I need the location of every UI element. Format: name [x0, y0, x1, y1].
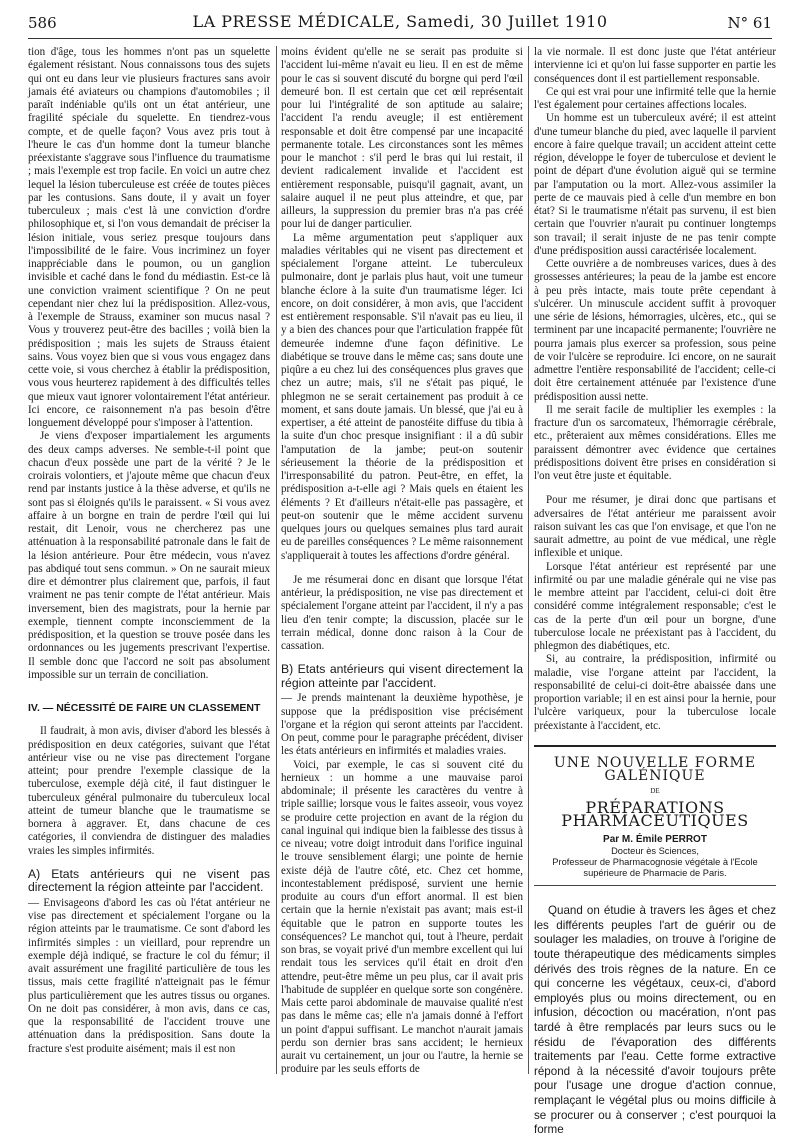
- article-separator: [534, 745, 776, 747]
- page-number: 586: [28, 14, 57, 32]
- paragraph: La même argumentation peut s'appliquer aux maladies véritables qui ne visent pas directement et spécialement l'organe atteint. Le tuberculeux pulmonaire, dont je parlais plus haut, voit une tumeur blanche éclore à la suite d'un traumatisme léger. Ici encore, on doit considérer, à mon avis, que l'accident est entièrement responsable. S'il n'avait pas eu lieu, il y a bien des chances pour que l'articulation frappée fût demeurée indemne d'une façon définitive. Le diabétique se trouve dans le même cas; sans doute une piqûre a eu chez lui des conséquences plus graves que chez un autre; mais, s'il ne s'était pas piqué, le phlegmon ne se serait certainement pas produit à ce moment, et sans doute jamais. Un blessé, que j'ai eu à expertiser, a été atteint de panostéite diffuse du tibia à la suite d'un choc presque insignifiant : il a dû subir l'amputation de la jambe; peut-on soutenir sérieusement la théorie de la prédisposition et l'irresponsabilité du patron. Peut-être, en effet, la prédisposition a-t-elle agi ? Mais quels en étaient les éléments ? Et d'ailleurs n'était-elle pas passagère, et peut-on soutenir que le même accident survenu quelques jours ou quelques semaines plus tard aurait eu de pareilles conséquences ? Le même raisonnement s'appliquerait à toutes les affections d'ordre général.: [281, 231, 523, 562]
- section-heading: IV. — NÉCESSITÉ DE FAIRE UN CLASSEMENT: [28, 702, 261, 714]
- paragraph: Je viens d'exposer impartialement les arguments des deux camps adverses. Ne semble-t-il point que chacun d'eux possède une part de la vérité ? Je le croirais volontiers, et j'ajoute même que chacun d'eux rend par instants justice à la thèse adverse, et qu'ils ne sont pas si éloignés qu'ils le paraissent. « Si vous avez affaire à un borgne en train de perdre l'œil qui lui restait, dit Lenoir, vous ne chercherez pas une atténuation à la responsabilité patronale dans le fait de la lésion antérieure. Pour être médecin, vous n'avez pas abdiqué tout sens commun. » On ne saurait mieux dire et démontrer plus clairement que, parfois, il faut vraiment ne pas tenir compte de l'état antérieur. Mais inversement, bien des magistrats, pour la hernie par exemple, tiennent compte inconsciemment de la prédisposition, et la question se trouve posée dans les ordonnances ou les jugements prescrivant l'expertise. Il semble donc que l'accord ne soit pas absolument impossible sur un terrain de conciliation.: [28, 430, 270, 681]
- paragraph: Ce qui est vrai pour une infirmité telle que la hernie l'est également pour certaines affections locales.: [534, 85, 776, 111]
- paragraph: la vie normale. Il est donc juste que l'état antérieur intervienne ici et qu'on lui fasse supporter en partie les conséquences dont il est partiellement responsable.: [534, 46, 776, 85]
- paragraph: moins évident qu'elle ne se serait pas produite si l'accident lui-même n'avait eu lieu. Il en est de même pour le cas si souvent discuté du borgne qui perd l'œil demeuré bon. Il est certain que cet œil représentait pour lui l'intégralité de son aptitude au salaire; l'accident l'a rendu aveugle; il est entièrement responsable et doit être compensé par une incapacité permanente totale. Les circonstances sont les mêmes pour le manchot : s'il perd le bras qui lui restait, il devient radicalement invalide et l'accident est entièrement responsable, puisqu'il gagnait, avant, un salaire auquel il ne peut plus atteindre, et que, par ailleurs, la suppression du premier bras n'a pas créé pour lui de danger particulier.: [281, 46, 523, 231]
- column-2: [281, 46, 523, 1077]
- article-title-line-2: PRÉPARATIONS PHARMACEUTIQUES: [561, 797, 749, 830]
- column-1: [28, 46, 270, 1056]
- issue-date: Samedi, 30 Juillet 1910: [406, 12, 608, 31]
- paragraph: tion d'âge, tous les hommes n'ont pas un squelette également résistant. Nous connaissons tous des sujets qui ont eu dans leur vie plusieurs fractures sans avoir jamais été aviateurs ou champions d'automobiles ; il paraît indéniable qu'ils ont un état antérieur, une fragilité spéciale du squelette. En tiendrez-vous compte, et de quelle façon? Vous avez pris tout à l'heure le cas d'un homme dont la tumeur blanche préexistante s'aggrave sous l'influence du traumatisme ; mais l'exemple est trop facile. En voici un autre chez lequel la lésion tuberculeuse est créée de toutes pièces par les contusions. Sans doute, il y avait un foyer tuberculeux ; mais c'est là une conviction d'ordre philosophique et, si l'on vous demandait de préciser la lésion initiale, vous seriez presque toujours dans l'impossibilité de le faire. Vous incriminez un foyer inappréciable dans le poumon, ou un ganglion invisible et caché dans le fond du médiastin. Est-ce là une conviction vraiment scientifique ? On ne peut cependant nier chez lui la prédisposition. Allez-vous, à l'exemple de Strauss, examiner son mucus nasal ? Vous y trouverez peut-être des bacilles ; voilà bien la prédisposition ; mais les sujets de Strauss étaient sains. Vous voyez bien que si vous vous engagez dans cette voie, si vous cherchez à établir la prédisposition, vous vous heurterez rapidement à des difficultés telles que mieux vaut ignorer volontairement l'état antérieur. Ici encore, ce raisonnement n'a pas besoin d'être longuement développé pour s'imposer à l'attention.: [28, 46, 270, 429]
- paragraph: Cette ouvrière a de nombreuses varices, dues à des grossesses antérieures; la peau de la jambe est encore à peu près intacte, mais toute prête cependant à s'ulcérer. Un minuscule accident suffit à provoquer une série de lésions, hémorragies, ulcères, etc., qui se terminent par une incapacité permanente; l'ouvrière ne pourra jamais plus exercer sa profession, sous peine de voir l'ulcère se reproduire. Ici encore, on ne saurait admettre l'entière responsabilité de l'accident; celle-ci doit être certainement atténuée par l'existence d'une prédisposition aussi nette.: [534, 258, 776, 403]
- paragraph: — Envisageons d'abord les cas où l'état antérieur ne vise pas directement et spécialement l'organe ou la région atteints par le traumatisme. Ce sont d'abord les infirmités simples : un vieillard, pour reprendre un exemple déjà indiqué, se fracture le col du fémur; il avait assurément une fragilité particulière de tous les tissus, mais cette fragilité n'atteignait pas le fémur plus particulièrement que les autres tissus ou organes. On ne doit pas considérer, à mon avis, dans ce cas, que la responsabilité de l'accident trouve une atténuation dans la prédisposition. Sans doute la fracture s'est produite aisément; mais il est non: [28, 896, 270, 1055]
- author-degree: Docteur ès Sciences,: [611, 846, 699, 857]
- subsection-title: B) Etats antérieurs qui visent directement la région atteinte par l'accident.: [281, 662, 523, 690]
- column-3: [534, 46, 776, 1138]
- journal-name: LA PRESSE MÉDICALE,: [192, 12, 401, 31]
- paragraph: Lorsque l'état antérieur est représenté par une infirmité ou par une maladie générale qui ne vise pas le membre atteint par l'accident, celui-ci doit être considéré comme intégralement responsable; c'est le cas de la perte d'un œil pour un borgne, d'une tuberculose locale ne préexistant pas à l'accident, du phlegmon des diabétiques, etc.: [534, 560, 776, 652]
- article-body: [534, 904, 776, 1138]
- article-title-rule: [534, 885, 776, 886]
- paragraph: Il me serait facile de multiplier les exemples : la fracture d'un os sarcomateux, l'hémorragie cérébrale, etc., prêteraient aux mêmes considérations. Elles me paraissent démontrer avec évidence que certaines prédispositions doivent être prises en considération si l'on veut être juste et équitable.: [534, 403, 776, 482]
- paragraph: Je me résumerai donc en disant que lorsque l'état antérieur, la prédisposition, ne vise pas directement et spécialement l'organe atteint par l'accident, il n'y a pas lieu d'en tenir compte; la discussion, placée sur le terrain médical, donne donc raison à la Cour de cassation.: [281, 573, 523, 652]
- article-author: Par M. Émile PERROT: [603, 834, 707, 845]
- paragraph: Quand on étudie à travers les âges et chez les différents peuples l'art de guérir ou de soulager les maladies, on trouve à l'origine de toute thérapeutique des médicaments simples dérivés des trois règnes de la nature. En ce qui concerne les végétaux, ceux-ci, d'abord employés plus ou moins directement, ou en infusion, décoction ou macération, n'ont pas tardé à être remplacés par leurs sucs ou le résidu de l'évaporation des différents traitements par l'eau. Cette forme extractive répond à la nécessité d'avoir toujours prête pour l'usage une drogue d'action connue, remplaçant le végétal plus ou moins difficile à se procurer ou à conserver ; c'est pourquoi la forme: [534, 904, 776, 1137]
- running-head: [28, 12, 772, 31]
- page-header: [28, 10, 772, 39]
- author-affiliation: Professeur de Pharmacognosie végétale à l'Ecole supérieure de Pharmacie de Paris.: [552, 857, 758, 879]
- paragraph: — Je prends maintenant la deuxième hypothèse, je suppose que la prédisposition vise précisément l'organe et la région qui seront atteints par l'accident. On peut, comme pour le paragraphe précédent, diviser les états antérieurs en infirmités et maladies vraies.: [281, 692, 523, 758]
- paragraph: Voici, par exemple, le cas si souvent cité du hernieux : un homme a une mauvaise paroi abdominale; il présente les caractères du ventre à triple saillie; lorsque vous le faites asseoir, vous voyez se produire cette projection en avant de la région du canal inguinal qui indique bien la faiblesse des tissus à ce niveau; votre doigt introduit dans l'orifice inguinal le trouve sensiblement élargi; une pointe de hernie existe déjà de l'autre côté, etc. Chez cet homme, incontestablement prédisposé, survient une hernie produite au cours d'un effort anormal. Il est bien certain que la hernie n'existait pas avant; mais est-il équitable que le patron en supporte toutes les conséquences? Le manchot qui, tout à l'heure, perdait son bras, se voyait privé d'un membre excellent qui lui rendait tous les services qu'il était en droit d'en attendre, peut-être même un peu plus, car il avait pris l'habitude de suppléer en quelque sorte son congénère. Mais cette paroi abdominale de mauvaise qualité n'est pas dans le même cas; elle n'a jamais donné à l'effort un point d'appui suffisant. Le manchot n'aurait jamais perdu son dernier bras sans accident; le hernieux aurait vu certainement, un jour ou l'autre, la hernie se produire par les seuls efforts de: [281, 758, 523, 1076]
- paragraph: Pour me résumer, je dirai donc que partisans et adversaires de l'état antérieur me paraissent avoir raison suivant les cas que l'on envisage, et que l'on ne saurait admettre, au point de vue médical, une règle inflexible et unique.: [534, 494, 776, 560]
- article-title-connector: DE: [650, 787, 660, 796]
- paragraph: Un homme est un tuberculeux avéré; il est atteint d'une tumeur blanche du pied, avec laquelle il parvient encore à faire quelque travail; un accident atteint cette région, développe le foyer de tuberculose et devient le point de départ d'une évolution aiguë qui se termine par l'amputation ou la mort. Allez-vous assimiler la perte de ce mauvais pied à celle d'un membre en bon état? Si le traumatisme n'était pas survenu, il est bien certain que l'ouvrier n'aurait pu continuer longtemps son travail; il serait injuste de ne pas tenir compte d'une prédisposition aussi caractérisée localement.: [534, 112, 776, 257]
- paragraph: Si, au contraire, la prédisposition, infirmité ou maladie, vise l'organe atteint par l'accident, la responsabilité de celui-ci doit-être abaissée dans une proportion variable; il en est ainsi pour la hernie, pour l'ulcère variqueux, pour la tuberculose locale préexistante à l'accident, etc.: [534, 653, 776, 732]
- article-title-line-1: UNE NOUVELLE FORME GALÉNIQUE: [553, 754, 757, 784]
- subsection-title: A) Etats antérieurs qui ne visent pas directement la région atteinte par l'accident.: [28, 866, 270, 895]
- column-divider: [528, 46, 529, 1074]
- paragraph: Il faudrait, à mon avis, diviser d'abord les blessés à prédisposition en deux catégories, suivant que l'état antérieur vise ou ne vise pas directement l'organe atteint; pour prendre l'exemple classique de la tuberculose, exemple déjà cité, il faut distinguer le tuberculeux général pulmonaire du tuberculeux local atteint de tumeur blanche que le traumatisme se bornera à aggraver. Et, dans chacune de ces catégories, il conviendra de distinguer des maladies vraies les simples infirmités.: [28, 725, 270, 857]
- issue-number: N° 61: [727, 14, 772, 32]
- column-divider: [276, 46, 277, 1074]
